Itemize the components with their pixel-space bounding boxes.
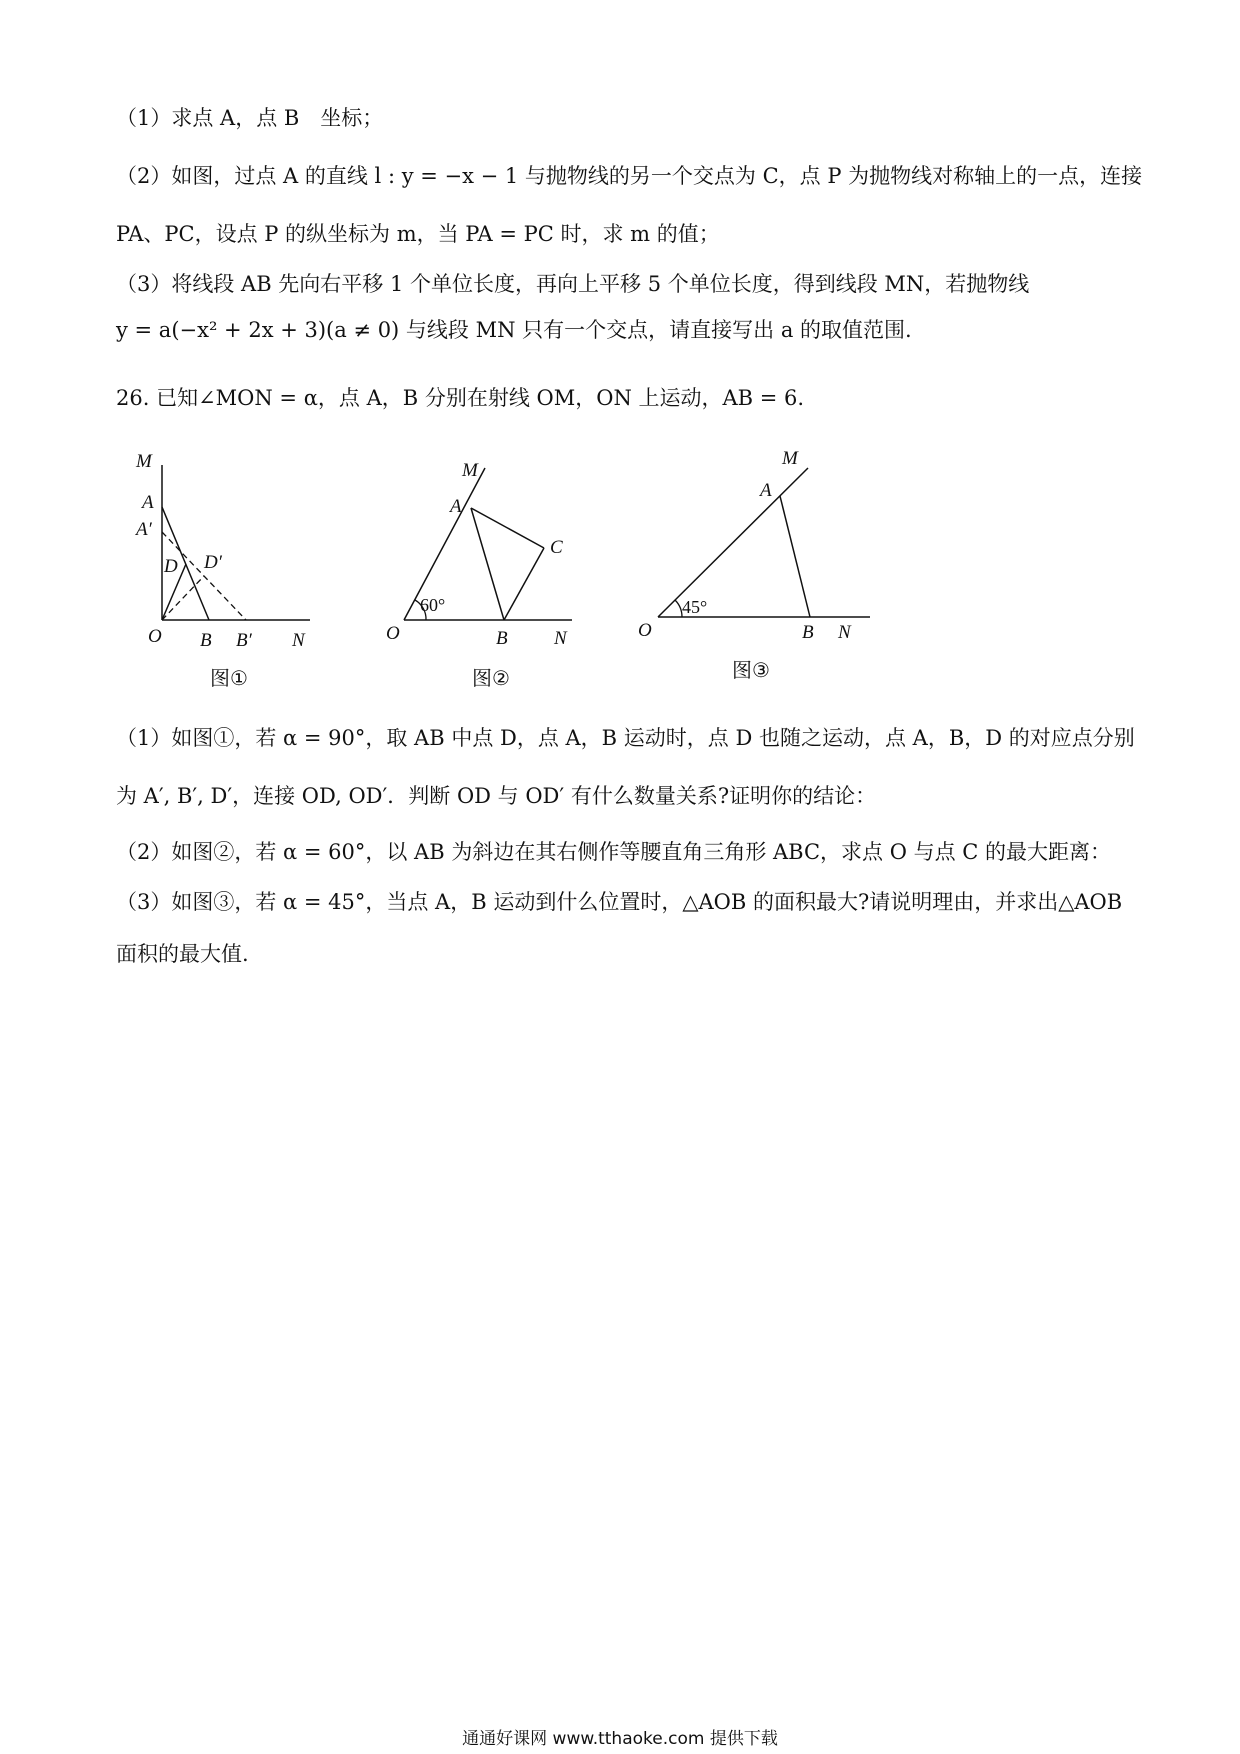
fig1-caption: 图①: [210, 666, 248, 690]
fig1-label-M: M: [136, 451, 152, 472]
p25-q3-line2: y = a(−x² + 2x + 3)(a ≠ 0) 与线段 MN 只有一个交点，请直接写出 a 的取值范围.: [116, 318, 912, 342]
figure-2-diagram: [380, 440, 600, 700]
fig3-label-O: O: [638, 620, 652, 641]
p26-q3-line2: 面积的最大值.: [116, 942, 249, 966]
p26-q3-line1: （3）如图③，若 α = 45°，当点 A，B 运动到什么位置时，△AOB 的面积最大?请说明理由，并求出△AOB: [116, 890, 1123, 914]
fig3-angle-label: 45°: [682, 597, 708, 617]
p26-stem: 26. 已知∠MON = α，点 A，B 分别在射线 OM，ON 上运动，AB = 6.: [116, 386, 805, 410]
fig1-label-D-prime: D′: [204, 552, 222, 573]
p26-q1-line1: （1）如图①，若 α = 90°，取 AB 中点 D，点 A，B 运动时，点 D 也随之运动，点 A，B，D 的对应点分别: [116, 726, 1135, 750]
fig3-label-M: M: [782, 448, 798, 469]
fig2-label-N: N: [554, 628, 567, 649]
p25-q1: （1）求点 A，点 B 坐标；: [116, 106, 384, 130]
fig1-label-B-prime: B′: [236, 630, 252, 651]
fig3-label-B: B: [802, 622, 814, 643]
fig1-label-D: D: [164, 556, 178, 577]
fig1-label-A: A: [142, 492, 154, 513]
fig3-label-N: N: [838, 622, 851, 643]
fig1-label-B: B: [200, 630, 212, 651]
fig2-label-C: C: [550, 537, 563, 558]
figure-1: [120, 440, 330, 700]
p25-q2-line2: PA、PC，设点 P 的纵坐标为 m，当 PA = PC 时，求 m 的值；: [116, 222, 720, 246]
fig2-angle-label: 60°: [420, 595, 446, 615]
figure-3: [630, 440, 890, 700]
figure-2: [380, 440, 600, 700]
fig1-label-N: N: [292, 630, 305, 651]
fig2-label-A: A: [450, 496, 462, 517]
p26-q1-line2: 为 A′, B′, D′，连接 OD, OD′．判断 OD 与 OD′ 有什么数量关系?证明你的结论：: [116, 784, 877, 808]
fig2-caption: 图②: [472, 666, 510, 690]
p26-q2: （2）如图②，若 α = 60°，以 AB 为斜边在其右侧作等腰直角三角形 ABC，求点 O 与点 C 的最大距离：: [116, 840, 1112, 864]
fig3-label-A: A: [760, 480, 772, 501]
p25-q2-line1: （2）如图，过点 A 的直线 l : y = −x − 1 与抛物线的另一个交点为 C，点 P 为抛物线对称轴上的一点，连接: [116, 164, 1143, 188]
fig3-caption: 图③: [732, 658, 770, 682]
figure-1-diagram: [120, 440, 330, 700]
fig2-label-B: B: [496, 628, 508, 649]
page-footer: 通通好课网 www.tthaoke.com 提供下载: [462, 1729, 778, 1749]
fig2-label-M: M: [462, 460, 478, 481]
fig1-label-O: O: [148, 626, 162, 647]
fig1-label-A-prime: A′: [136, 519, 152, 540]
fig2-label-O: O: [386, 623, 400, 644]
p25-q3-line1: （3）将线段 AB 先向右平移 1 个单位长度，再向上平移 5 个单位长度，得到线段 MN，若抛物线: [116, 272, 1030, 296]
